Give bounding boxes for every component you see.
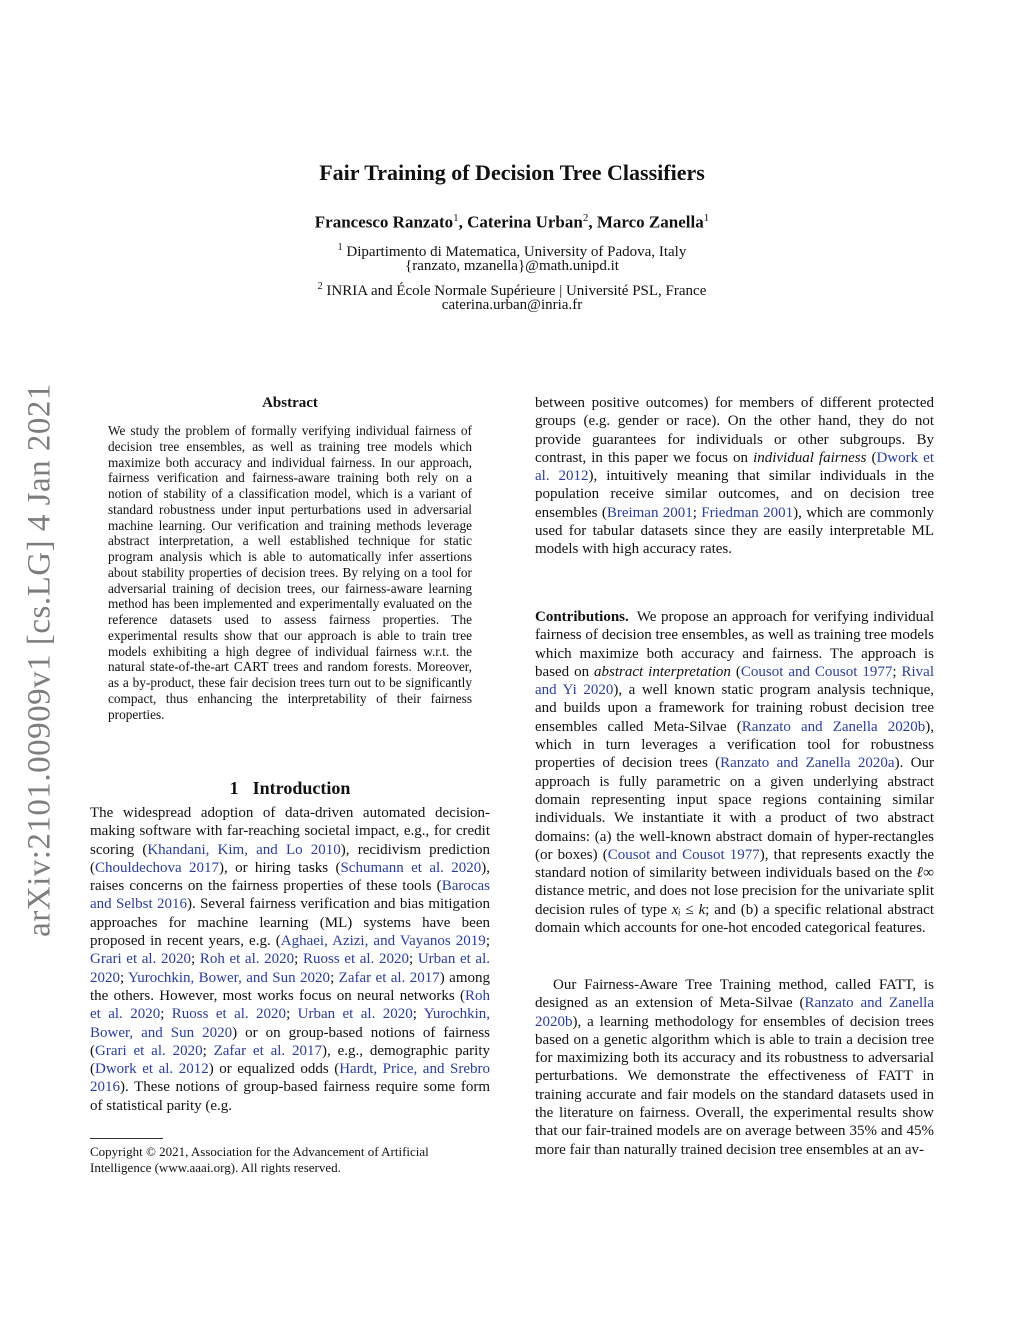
contributions-text bbox=[535, 609, 934, 936]
text-run: ; bbox=[892, 663, 902, 680]
text-run: ), intuitively meaning that similar individuals in the population receive similar outcomes, and on decision tree ensembles ( bbox=[535, 468, 935, 521]
author-sep: , bbox=[458, 212, 468, 232]
text-run: The widespread adoption of data-driven automated decision-making software with far-reaching societal impact, e.g., for credit scoring ( bbox=[90, 805, 490, 858]
citation-link[interactable]: Urban et al. 2020 bbox=[90, 951, 491, 986]
author-3: Marco Zanella bbox=[596, 212, 704, 232]
author-2: Caterina Urban bbox=[467, 212, 583, 232]
footnote-rule bbox=[90, 1138, 163, 1139]
citation-link[interactable]: Aghaei, Azizi, and Vayanos 2019 bbox=[280, 933, 486, 950]
text-run: ). Several fairness verification and bias mitigation approaches for machine learning (ML) systems have been proposed in recent years, e.g. ( bbox=[90, 896, 490, 950]
author-1-affil: 1 bbox=[453, 212, 459, 224]
text-run: ; bbox=[692, 504, 702, 521]
section-heading bbox=[90, 778, 490, 799]
text-run: ), raises concerns on the fairness properties of these tools ( bbox=[90, 859, 490, 895]
citation-link[interactable]: Ranzato and Zanella 2020b bbox=[535, 995, 934, 1030]
fatt-paragraph bbox=[535, 976, 934, 1159]
citation-link[interactable]: Grari et al. 2020 bbox=[95, 1042, 203, 1059]
citation-link[interactable]: Barocas and Selbst 2016 bbox=[90, 878, 490, 913]
text-run: ( bbox=[730, 663, 741, 680]
text-run: ), that represents exactly the standard notion of similarity between individuals based on the bbox=[535, 846, 934, 882]
text-run: between positive outcomes) for members of different protected groups (e.g. gender or race). On the other hand, they do not provide guarantees for individuals or other subgroups. By contrast, in this paper we focus on bbox=[535, 395, 934, 466]
citation-link[interactable]: Friedman 2001 bbox=[701, 504, 794, 521]
citation-link[interactable]: Cousot and Cousot 1977 bbox=[607, 846, 760, 863]
emphasis: xᵢ ≤ k bbox=[671, 901, 706, 918]
citation-link[interactable]: Ranzato and Zanella 2020a bbox=[720, 755, 895, 772]
text-run: ) or on group-based notions of fairness ( bbox=[90, 1024, 490, 1059]
author-list bbox=[0, 212, 1024, 233]
text-run: ). Our approach is fully parametric on a given underlying abstract domain representing input space regions containing similar individuals. We instantiate it with a product of two abstract domains: (a) the well-known abstract domain of hyper-rectangles (or boxes) ( bbox=[535, 755, 934, 863]
emphasis: abstract interpretation bbox=[594, 663, 731, 680]
text-run: ; bbox=[294, 951, 303, 968]
citation-link[interactable]: Yurochkin, Bower, and Sun 2020 bbox=[90, 1006, 490, 1041]
citation-link[interactable]: Chouldechova 2017 bbox=[95, 859, 219, 876]
citation-link[interactable]: Schumann et al. 2020 bbox=[340, 859, 482, 876]
section-number: 1 bbox=[229, 778, 239, 798]
contributions-heading: Contributions. bbox=[535, 609, 629, 625]
abstract-heading: Abstract bbox=[262, 395, 318, 411]
author-3-affil: 1 bbox=[703, 212, 710, 224]
text-run: ), a well known static program analysis technique, and builds upon a framework for training robust decision tree ensembles called Meta-Silvae ( bbox=[535, 682, 934, 735]
copyright-footnote: Copyright © 2021, Association for the Advancement of Artificial Intelligence (www.aaai.org). All rights reserved. bbox=[90, 1144, 429, 1175]
citation-link[interactable]: Grari et al. 2020 bbox=[90, 951, 191, 968]
affiliation-2-text: INRIA and École Normale Supérieure | Université PSL, France bbox=[322, 283, 707, 299]
contributions-paragraph bbox=[535, 608, 934, 937]
citation-link[interactable]: Cousot and Cousot 1977 bbox=[740, 663, 893, 680]
paper-title: Fair Training of Decision Tree Classifiers bbox=[319, 160, 705, 185]
intro-text bbox=[90, 804, 490, 1115]
section-title: Introduction bbox=[252, 778, 351, 798]
affiliation-1-mark: 1 bbox=[337, 242, 343, 253]
text-run: ; and (b) a specific relational abstract domain which accounts for one-hot encoded categorical features. bbox=[535, 901, 934, 937]
text-run: Our Fairness-Aware Tree Training method, called FATT, is designed as an extension of Meta-Silvae ( bbox=[535, 977, 934, 1012]
text-run: ), a learning methodology for ensembles of decision trees based on a genetic algorithm which is able to train a decision tree for maximizing both its accuracy and its robustness to adversarial perturbations. We demonstrate the effectiveness of FATT in training accurate and fair models on the standard datasets used in the literature on fairness. Overall, the experimental results show that our fair-trained models are on average between 35% and 45% more fair than naturally trained decision tree ensembles at an av- bbox=[535, 1013, 934, 1158]
citation-link[interactable]: Zafar et al. 2017 bbox=[213, 1042, 323, 1059]
arxiv-stamp: arXiv:2101.00909v1 [cs.LG] 4 Jan 2021 bbox=[21, 383, 58, 937]
abstract-body: We study the problem of formally verifying individual fairness of decision tree ensembles, as well as training tree models which maximize both accuracy and individual fairness. In our approach, fairness verification and fairness-aware training both rely on a notion of stability of a classification model, which is a variant of standard robustness under input perturbations used in adversarial machine learning. Our verification and training methods leverage abstract interpretation, a well established technique for static program analysis which is able to automatically infer assertions about stability properties of decision trees. By relying on a tool for adversarial training of decision trees, our fairness-aware learning method has been implemented and experimentally evaluated on the reference datasets used to assess fairness properties. The experimental results show that our approach is able to train tree models exhibiting a high degree of individual fairness w.r.t. the natural state-of-the-art CART trees and random forests. Moreover, as a by-product, these fair decision trees turn out to be significantly compact, thus enhancing the interpretability of their fairness properties. bbox=[108, 423, 472, 722]
text-run: ; bbox=[485, 933, 490, 950]
emphasis: individual fairness bbox=[753, 449, 867, 466]
text-run: distance metric, and does not lose precision for the univariate split decision rules of type bbox=[535, 883, 934, 918]
text-run: ; bbox=[190, 951, 200, 968]
text-run: ; bbox=[286, 1006, 298, 1023]
citation-link[interactable]: Khandani, Kim, and Lo 2010 bbox=[147, 841, 341, 858]
text-run: ). These notions of group-based fairness require some form of statistical parity (e.g. bbox=[90, 1079, 490, 1114]
text-run: ), e.g., demographic parity ( bbox=[90, 1042, 490, 1078]
affiliation-2-mark: 2 bbox=[317, 281, 323, 292]
citation-link[interactable]: Dwork et al. 2012 bbox=[535, 449, 934, 485]
text-run: ; bbox=[412, 1006, 424, 1023]
citation-link[interactable]: Roh et al. 2020 bbox=[90, 987, 490, 1023]
citation-link[interactable]: Ranzato and Zanella 2020b bbox=[741, 718, 926, 735]
affiliation-1-text: Dipartimento di Matematica, University of Padova, Italy bbox=[342, 244, 687, 260]
text-run: ), which are commonly used for tabular datasets since they are easily interpretable ML models with high accuracy rates. bbox=[535, 504, 934, 558]
emphasis: ℓ∞ bbox=[916, 865, 934, 882]
citation-link[interactable]: Zafar et al. 2017 bbox=[338, 969, 440, 986]
intro-paragraph bbox=[90, 804, 490, 1115]
fatt-paragraph-text bbox=[535, 976, 934, 1159]
text-run: ; bbox=[120, 969, 129, 986]
text-run: ; bbox=[330, 969, 339, 986]
citation-link[interactable]: Breiman 2001 bbox=[606, 504, 693, 521]
text-run: We propose an approach for verifying individual fairness of decision tree ensembles, as well as training tree models which maximize both accuracy and fairness. The approach is based on bbox=[535, 609, 934, 680]
affiliation-1-email: {ranzato, mzanella}@math.unipd.it bbox=[405, 258, 619, 274]
citation-link[interactable]: Dwork et al. 2012 bbox=[95, 1061, 209, 1078]
affiliation-2-email: caterina.urban@inria.fr bbox=[441, 297, 583, 313]
citation-link[interactable]: Ruoss et al. 2020 bbox=[302, 951, 409, 968]
text-run: ( bbox=[866, 449, 877, 466]
text-run: ), or hiring tasks ( bbox=[219, 859, 341, 876]
right-paragraph-1 bbox=[535, 394, 934, 559]
text-run: ; bbox=[160, 1006, 172, 1023]
text-run: ; bbox=[409, 951, 418, 968]
text-run: ), which in turn leverages a verification tool for robustness properties of decision trees ( bbox=[535, 718, 934, 772]
text-run: ) among the others. However, most works focus on neural networks ( bbox=[90, 969, 490, 1004]
citation-link[interactable]: Rival and Yi 2020 bbox=[535, 663, 934, 699]
author-2-affil: 2 bbox=[582, 212, 589, 224]
right-paragraph-1-text bbox=[535, 394, 934, 559]
author-sep: , bbox=[588, 212, 597, 232]
citation-link[interactable]: Hardt, Price, and Srebro 2016 bbox=[90, 1061, 490, 1096]
citation-link[interactable]: Yurochkin, Bower, and Sun 2020 bbox=[128, 969, 331, 986]
author-1: Francesco Ranzato bbox=[314, 212, 454, 232]
text-run: ; bbox=[202, 1042, 214, 1059]
citation-link[interactable]: Urban et al. 2020 bbox=[297, 1006, 413, 1023]
citation-link[interactable]: Roh et al. 2020 bbox=[199, 951, 295, 968]
citation-link[interactable]: Ruoss et al. 2020 bbox=[171, 1006, 287, 1023]
text-run: ) or equalized odds ( bbox=[208, 1061, 340, 1078]
text-run: ), recidivism prediction ( bbox=[90, 841, 490, 876]
